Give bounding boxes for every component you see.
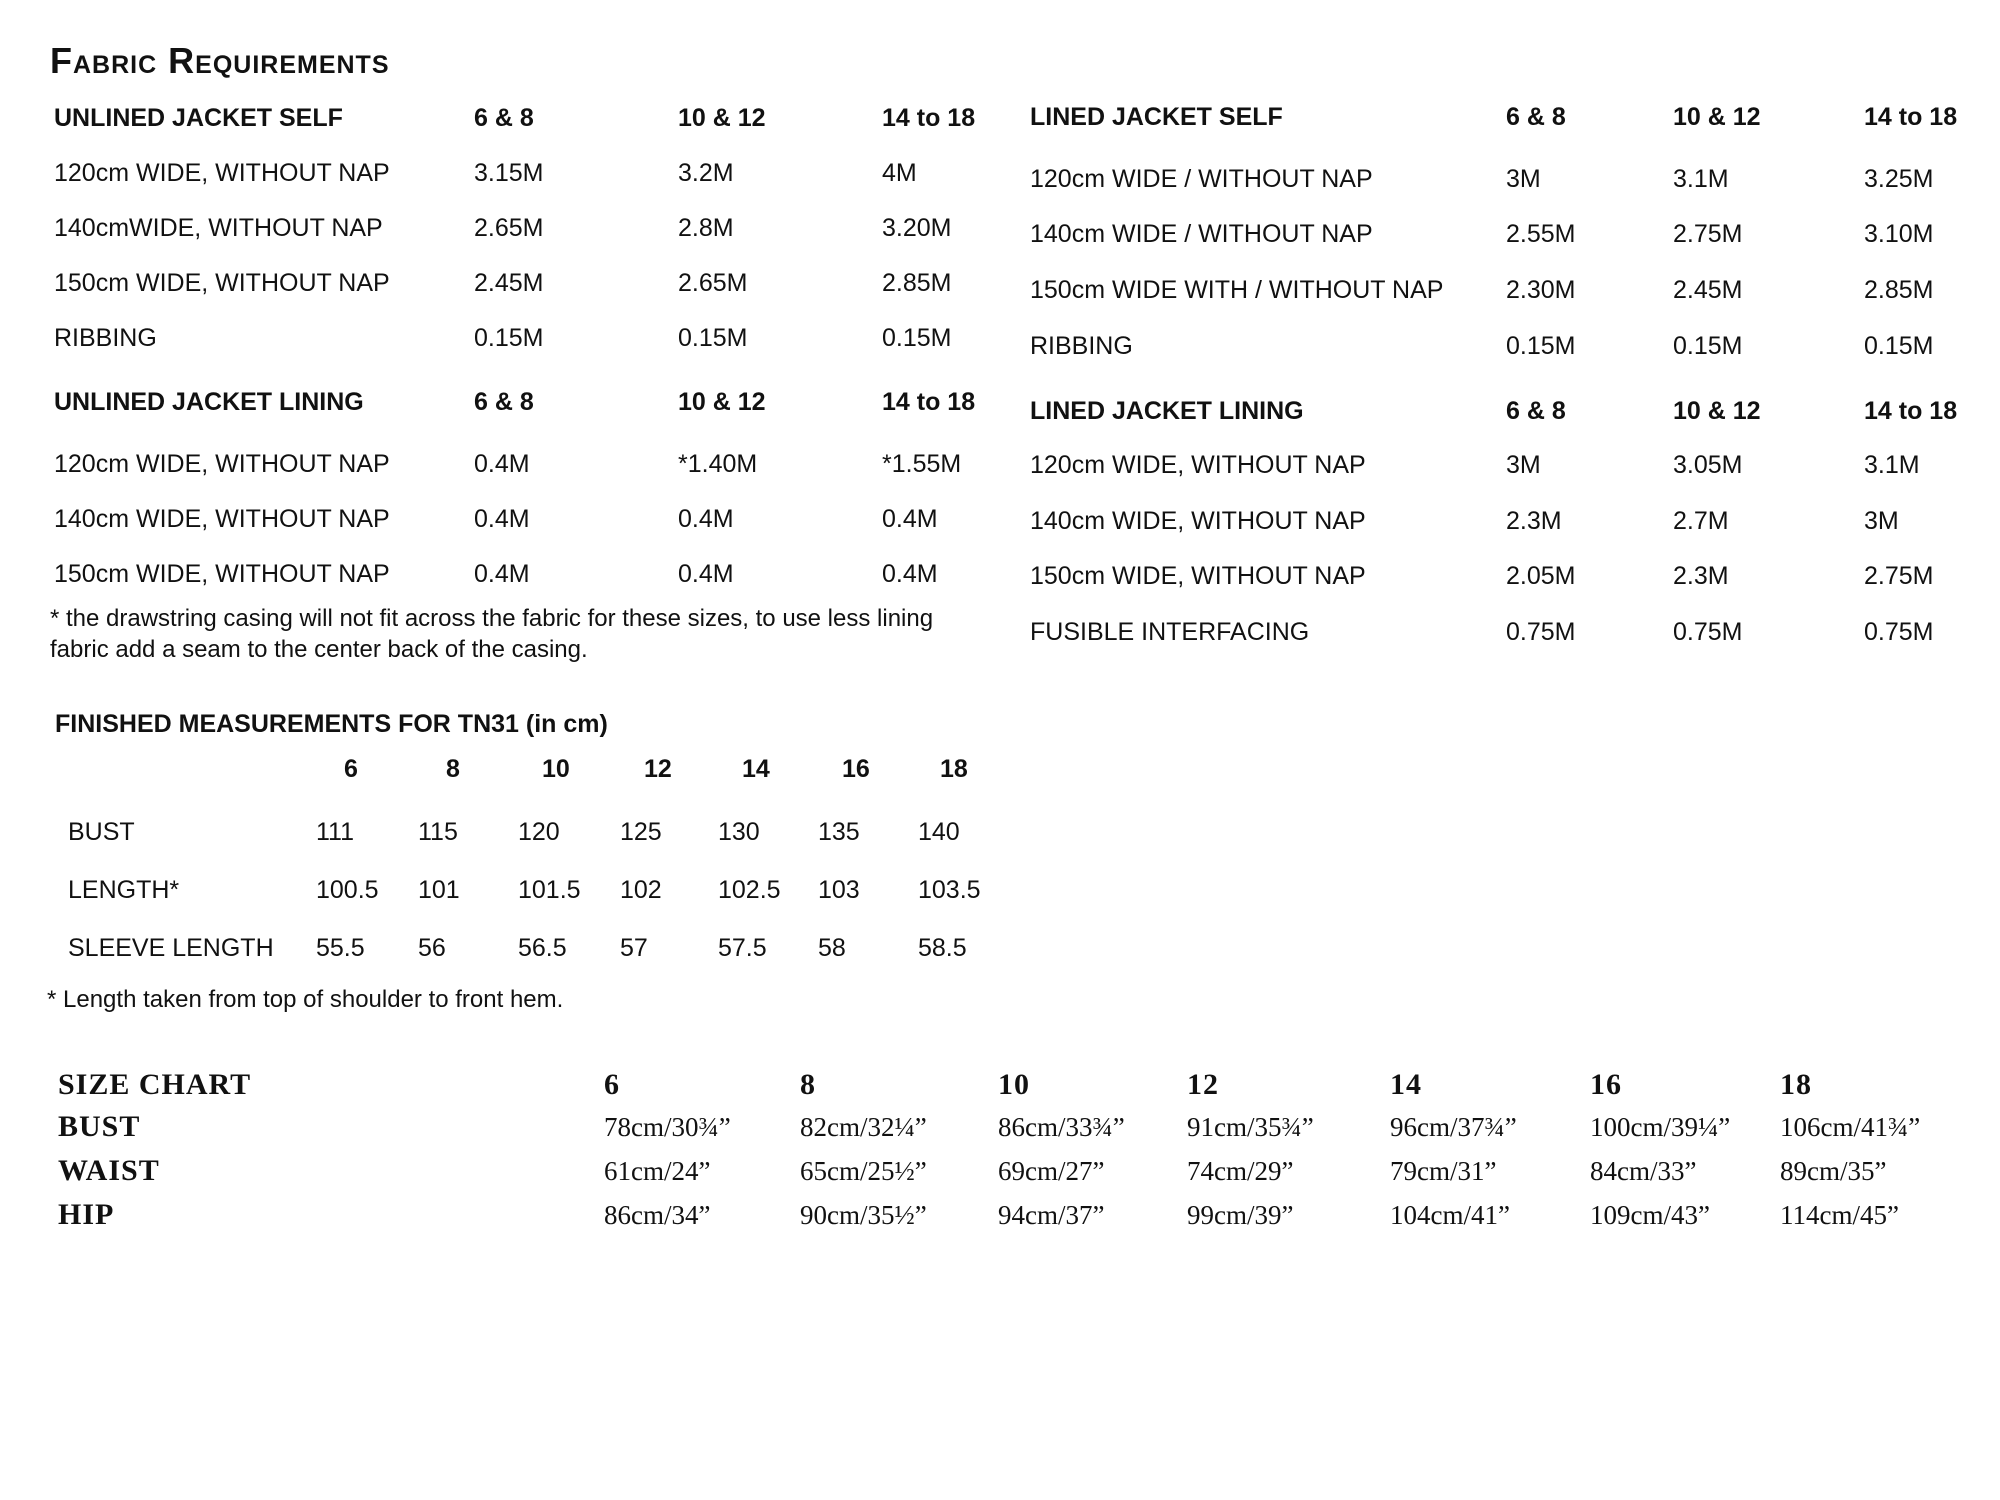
row-label: 150cm WIDE, WITHOUT NAP (1030, 562, 1366, 590)
cell-value: 114cm/45” (1780, 1200, 1899, 1230)
cell-value: 3.1M (1864, 451, 1920, 479)
table-header-label: LINED JACKET LINING (1030, 397, 1304, 425)
size-header: 6 (604, 1068, 620, 1101)
cell-value: 57.5 (718, 934, 767, 962)
cell-value: 0.4M (474, 505, 530, 533)
cell-value: 0.15M (474, 324, 544, 352)
size-header: 6 (344, 755, 358, 783)
cell-value: 125 (620, 818, 662, 846)
cell-value: 3.25M (1864, 165, 1934, 193)
cell-value: 65cm/25½” (800, 1156, 927, 1186)
row-label: 120cm WIDE, WITHOUT NAP (54, 450, 390, 478)
cell-value: 2.75M (1673, 220, 1743, 248)
cell-value: 100cm/39¼” (1590, 1112, 1731, 1142)
cell-value: 102.5 (718, 876, 781, 904)
table-header-size: 14 to 18 (882, 104, 976, 132)
row-label: BUST (68, 818, 135, 846)
cell-value: 2.65M (474, 214, 544, 242)
row-label: RIBBING (1030, 332, 1133, 360)
cell-value: 91cm/35¾” (1187, 1112, 1314, 1142)
row-label: BUST (58, 1110, 141, 1143)
cell-value: 0.15M (1673, 332, 1743, 360)
cell-value: 86cm/33¾” (998, 1112, 1125, 1142)
cell-value: 101.5 (518, 876, 581, 904)
cell-value: 94cm/37” (998, 1200, 1105, 1230)
cell-value: 104cm/41” (1390, 1200, 1510, 1230)
cell-value: 2.8M (678, 214, 734, 242)
cell-value: 0.15M (882, 324, 952, 352)
size-header: 8 (446, 755, 460, 783)
size-header: 12 (1187, 1068, 1219, 1101)
cell-value: *1.40M (678, 450, 758, 478)
cell-value: 2.30M (1506, 276, 1576, 304)
cell-value: 0.75M (1673, 618, 1743, 646)
table-header-label: UNLINED JACKET SELF (54, 104, 343, 132)
cell-value: *1.55M (882, 450, 962, 478)
cell-value: 0.4M (882, 560, 938, 588)
row-label: RIBBING (54, 324, 157, 352)
cell-value: 99cm/39” (1187, 1200, 1294, 1230)
table-header-size: 10 & 12 (1673, 103, 1761, 131)
cell-value: 58.5 (918, 934, 967, 962)
cell-value: 2.45M (474, 269, 544, 297)
cell-value: 56 (418, 934, 446, 962)
cell-value: 3M (1506, 451, 1541, 479)
table-header-size: 14 to 18 (1864, 397, 1958, 425)
cell-value: 130 (718, 818, 760, 846)
row-label: LENGTH* (68, 876, 180, 904)
table-header-size: 10 & 12 (678, 104, 766, 132)
row-label: 140cm WIDE / WITHOUT NAP (1030, 220, 1373, 248)
cell-value: 3.1M (1673, 165, 1729, 193)
cell-value: 4M (882, 159, 917, 187)
cell-value: 89cm/35” (1780, 1156, 1887, 1186)
row-label: WAIST (58, 1154, 160, 1187)
size-header: 18 (1780, 1068, 1812, 1101)
cell-value: 2.55M (1506, 220, 1576, 248)
size-header: 14 (742, 755, 770, 783)
row-label: 150cm WIDE, WITHOUT NAP (54, 269, 390, 297)
cell-value: 102 (620, 876, 662, 904)
table-header-size: 6 & 8 (474, 104, 534, 132)
cell-value: 100.5 (316, 876, 379, 904)
cell-value: 111 (316, 818, 355, 846)
table-header-size: 6 & 8 (1506, 397, 1566, 425)
cell-value: 90cm/35½” (800, 1200, 927, 1230)
table-header-size: 6 & 8 (474, 388, 534, 416)
size-header: 16 (842, 755, 870, 783)
cell-value: 3.20M (882, 214, 952, 242)
size-header: 10 (542, 755, 570, 783)
table-header-size: 14 to 18 (882, 388, 976, 416)
table-header-size: 14 to 18 (1864, 103, 1958, 131)
cell-value: 135 (818, 818, 860, 846)
cell-value: 57 (620, 934, 648, 962)
cell-value: 82cm/32¼” (800, 1112, 927, 1142)
cell-value: 103 (818, 876, 860, 904)
cell-value: 115 (418, 818, 458, 846)
lining-footnote: * the drawstring casing will not fit across the fabric for these sizes, to use less lining fabric add a seam to the center back of the casing. (50, 605, 934, 663)
cell-value: 74cm/29” (1187, 1156, 1294, 1186)
cell-value: 84cm/33” (1590, 1156, 1697, 1186)
cell-value: 96cm/37¾” (1390, 1112, 1517, 1142)
page-title: Fabric Requirements (50, 40, 390, 81)
cell-value: 0.15M (1864, 332, 1934, 360)
cell-value: 2.85M (882, 269, 952, 297)
cell-value: 3.05M (1673, 451, 1743, 479)
size-header: 16 (1590, 1068, 1622, 1101)
table-header-label: LINED JACKET SELF (1030, 103, 1283, 131)
row-label: 120cm WIDE, WITHOUT NAP (1030, 451, 1366, 479)
cell-value: 3.10M (1864, 220, 1934, 248)
cell-value: 2.7M (1673, 507, 1729, 535)
table-header-size: 10 & 12 (678, 388, 766, 416)
cell-value: 0.15M (678, 324, 748, 352)
cell-value: 103.5 (918, 876, 981, 904)
size-chart-title: SIZE CHART (58, 1068, 252, 1101)
cell-value: 0.4M (474, 450, 530, 478)
cell-value: 106cm/41¾” (1780, 1112, 1921, 1142)
cell-value: 3M (1864, 507, 1899, 535)
cell-value: 2.3M (1673, 562, 1729, 590)
cell-value: 109cm/43” (1590, 1200, 1710, 1230)
cell-value: 0.4M (882, 505, 938, 533)
row-label: 150cm WIDE, WITHOUT NAP (54, 560, 390, 588)
cell-value: 69cm/27” (998, 1156, 1105, 1186)
cell-value: 0.75M (1864, 618, 1934, 646)
cell-value: 78cm/30¾” (604, 1112, 731, 1142)
row-label: FUSIBLE INTERFACING (1030, 618, 1310, 646)
table-header-size: 6 & 8 (1506, 103, 1566, 131)
cell-value: 2.85M (1864, 276, 1934, 304)
row-label: SLEEVE LENGTH (68, 934, 274, 962)
cell-value: 2.65M (678, 269, 748, 297)
row-label: 150cm WIDE WITH / WITHOUT NAP (1030, 276, 1444, 304)
row-label: 120cm WIDE, WITHOUT NAP (54, 159, 390, 187)
cell-value: 58 (818, 934, 846, 962)
cell-value: 0.4M (678, 560, 734, 588)
row-label: 140cmWIDE, WITHOUT NAP (54, 214, 383, 242)
cell-value: 79cm/31” (1390, 1156, 1497, 1186)
cell-value: 2.75M (1864, 562, 1934, 590)
size-header: 10 (998, 1068, 1030, 1101)
row-label: 120cm WIDE / WITHOUT NAP (1030, 165, 1373, 193)
row-label: 140cm WIDE, WITHOUT NAP (1030, 507, 1366, 535)
cell-value: 2.3M (1506, 507, 1562, 535)
cell-value: 120 (518, 818, 560, 846)
section-title: FINISHED MEASUREMENTS FOR TN31 (in cm) (55, 710, 608, 738)
cell-value: 3.2M (678, 159, 734, 187)
cell-value: 2.45M (1673, 276, 1743, 304)
cell-value: 56.5 (518, 934, 567, 962)
cell-value: 101 (418, 876, 460, 904)
cell-value: 140 (918, 818, 960, 846)
size-header: 12 (644, 755, 672, 783)
table-header-size: 10 & 12 (1673, 397, 1761, 425)
size-header: 18 (940, 755, 968, 783)
cell-value: 0.4M (474, 560, 530, 588)
cell-value: 61cm/24” (604, 1156, 711, 1186)
table-header-label: UNLINED JACKET LINING (54, 388, 364, 416)
row-label: 140cm WIDE, WITHOUT NAP (54, 505, 390, 533)
cell-value: 2.05M (1506, 562, 1576, 590)
cell-value: 3.15M (474, 159, 544, 187)
cell-value: 3M (1506, 165, 1541, 193)
size-header: 14 (1390, 1068, 1422, 1101)
cell-value: 55.5 (316, 934, 365, 962)
cell-value: 0.4M (678, 505, 734, 533)
cell-value: 86cm/34” (604, 1200, 711, 1230)
cell-value: 0.75M (1506, 618, 1576, 646)
size-header: 8 (800, 1068, 816, 1101)
cell-value: 0.15M (1506, 332, 1576, 360)
length-footnote: * Length taken from top of shoulder to front hem. (47, 986, 564, 1013)
row-label: HIP (58, 1198, 115, 1231)
